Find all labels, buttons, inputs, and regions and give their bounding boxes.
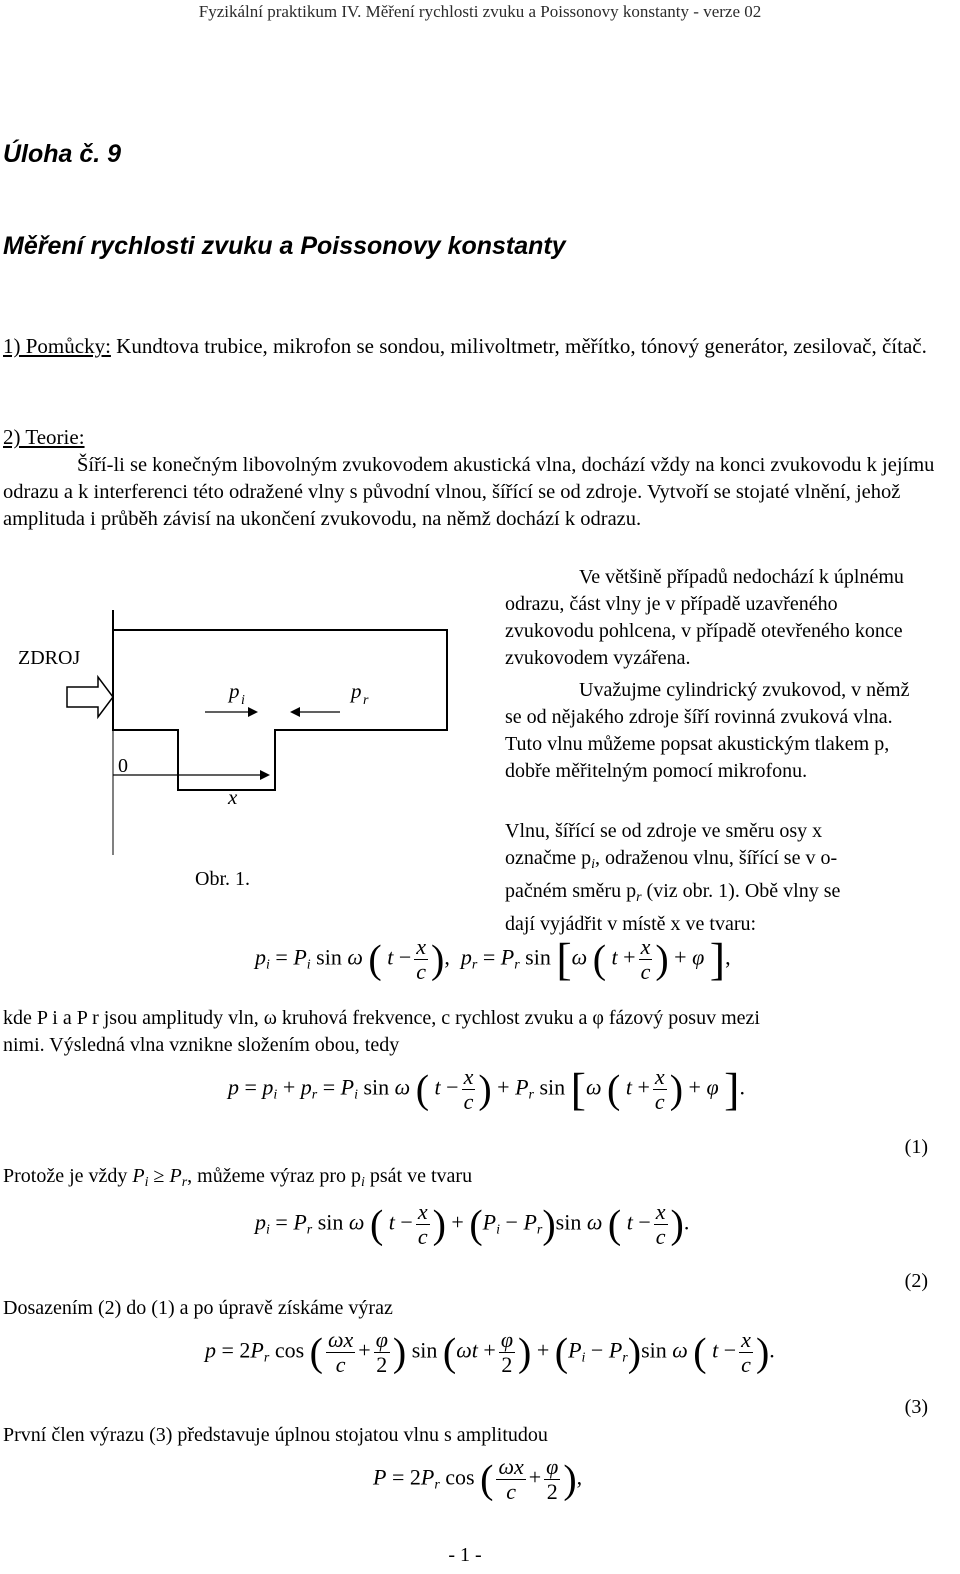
section-heading: 2) Teorie: [3,425,85,449]
equation-2: $p_i = P_r$ sin ω ( t − $\frac{x}{c}$ ) + $(P_i - P_r)\sin$ ω ( t − $\frac{x}{c}$ ). [255,1199,690,1249]
x-label: x [228,785,238,809]
figure-caption: Obr. 1. [195,868,250,890]
figure-tube-diagram [0,600,480,900]
definitions-line: nimi. Výsledná vlna vznikne složením obou, tedy [3,1034,400,1056]
pr-label: p [351,679,362,703]
main-title: Měření rychlosti zvuku a Poissonovy konstanty [3,232,566,260]
definitions-line: kde P i a P r jsou amplitudy vln, ω kruhová frekvence, c rychlost zvuku a φ fázový posuv mezi [3,1007,760,1029]
x-axis-arrowhead [260,770,270,780]
prvni-line: První člen výrazu (3) představuje úplnou stojatou vlnu s amplitudou [3,1424,548,1446]
task-title: Úloha č. 9 [3,140,122,168]
equation-1: $p = p_i + p_r = P_i$ sin ω ( t − $\frac{x}{c}$ ) + $P_r$ sin [ω ( t + $\frac{x}{c}$ ) + φ ]. [228,1063,745,1115]
tube-outline [113,610,447,790]
side-line: pačném směru $p_r$ (viz obr. 1). Obě vlny se [505,880,841,905]
page-number: - 1 - [448,1544,482,1566]
origin-label: 0 [118,755,128,777]
source-label: ZDROJ [18,647,81,669]
definitions-paragraph [3,1005,953,1059]
section-heading: 1) Pomůcky: [3,334,111,358]
side-line: dají vyjádřit v místě x ve tvaru: [505,913,757,935]
theory-paragraph: Šíří-li se konečným libovolným zvukovodem akustická vlna, dochází vždy na konci zvukovodu k jejímu odrazu a k interferenci této odražené vlny s původní vlnou, šířící se od zdroje. Vytvoří se stojaté vlnění, jehož amplituda i průběh závisí na ukončení zvukovodu, na němž dochází k odrazu. [3,454,935,530]
pi-label: p [229,679,240,703]
equation-number-3: (3) [904,1396,928,1418]
reflected-wave-arrowhead [290,707,300,717]
protoze-line: Protože je vždy $P_i \ge P_r$, můžeme výraz pro $p_i$ psát ve tvaru [3,1165,473,1190]
side-paragraph-1: Ve většině případů nedochází k úplnému odrazu, část vlny je v případě uzavřeného zvukovodu pohlcena, v případě otevřeného konce zvukovodem vyzářena. [505,566,904,669]
pr-subscript: r [363,693,369,708]
side-line: označme $p_i$, odraženou vlnu, šířící se v o- [505,847,838,872]
side-paragraph-2: Uvažujme cylindrický zvukovod, v němž se od nějakého zdroje šíří rovinná zvuková vlna. Tuto vlnu můžeme popsat akustickým tlakem p, dobře měřitelným pomocí mikrofonu. [505,679,910,782]
equation-number-1: (1) [904,1136,928,1158]
equation-incident-reflected: $p_i = P_i$ sin ω ( t − $\frac{x}{c}$ ), $p_r = P_r$ sin [ω ( t + $\frac{x}{c}$ ) + φ ], [255,933,731,985]
source-arrow-icon [67,677,113,717]
equation-3: $p = 2P_r$ cos ( $\frac{\omega x}{c}$ + $\frac{\varphi}{2}$ ) sin (ωt + $\frac{\varphi}{2}$ ) + $(P_i - P_r)\sin$ ω ( t − $\frac{x}{c}$ ). [205,1327,775,1377]
side-line: Vlnu, šířící se od zdroje ve směru osy x [505,820,823,842]
section-text: Kundtova trubice, mikrofon se sondou, milivoltmetr, měřítko, tónový generátor, zesilovač, čítač. [110,334,927,358]
equation-number-2: (2) [904,1270,928,1292]
pi-subscript: i [241,693,245,708]
dosazenim-line: Dosazením (2) do (1) a po úpravě získáme výraz [3,1297,393,1319]
running-header: Fyzikální praktikum IV. Měření rychlosti zvuku a Poissonovy konstanty - verze 02 [198,2,762,21]
incident-wave-arrowhead [248,707,258,717]
section-pomucky [3,333,953,360]
side-paragraph-3 [505,818,945,938]
equation-amplitude: $P = 2P_r$ cos ( $\frac{\omega x}{c}$ + $\frac{\varphi}{2}$ ), [373,1454,583,1504]
